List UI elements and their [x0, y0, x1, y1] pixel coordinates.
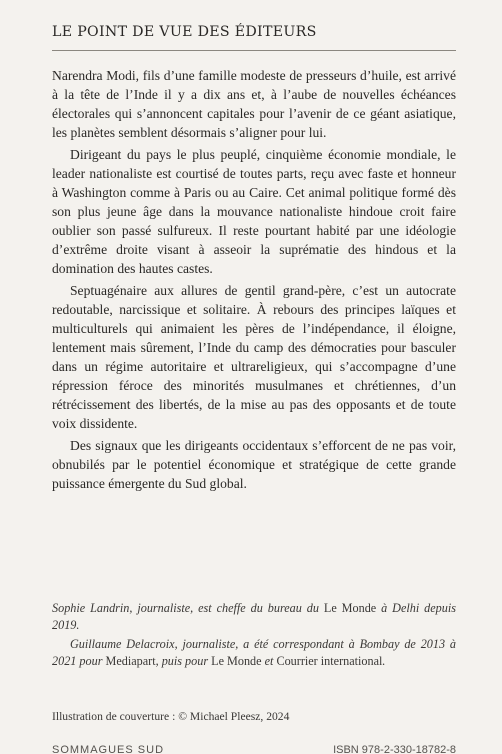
paragraph-3: Septuagénaire aux allures de gentil grand-père, c’est un autocrate redoutable, narcissique et solitaire. À rebours des principes laïques et multiculturels qui animaient les pères de l’indépendance, il éloigne, lentement mais sûrement, l’Inde du camp des démocraties pour basculer dans un régime autoritaire et ultrareligieux, qui s’accompagne d’une répression féroce des minorités musulmanes et chrétiennes, d’un rétrécissement des libertés, de la mise au pas des opposants et de toute voix dissidente. [52, 283, 456, 431]
paragraph-1: Narendra Modi, fils d’une famille modeste de presseurs d’huile, est arrivé à la tête de l’Inde il y a dix ans et, à l’aube de nouvelles échéances électorales qui s’annoncent capitales pour l’avenir de ce géant asiatique, les planètes semblent désormais s’aligner pour lui. [52, 68, 456, 140]
isbn: ISBN 978-2-330-18782-8 [333, 744, 456, 754]
credit-delacroix-text-4: . [382, 654, 386, 668]
credit-delacroix-outlet-3: Courrier international [276, 654, 383, 668]
credit-delacroix [52, 636, 456, 670]
credit-landrin-outlet: Le Monde [323, 601, 377, 615]
credit-delacroix-outlet-2: Le Monde [211, 654, 262, 668]
credit-delacroix-text-2: , puis pour [155, 654, 212, 668]
credit-landrin [52, 600, 456, 634]
heading-divider [52, 50, 456, 51]
paragraph-4: Des signaux que les dirigeants occidentaux s’efforcent de ne pas voir, obnubilés par le potentiel économique et stratégique de cette grande puissance émergente du Sud global. [52, 438, 456, 491]
credit-delacroix-text-3: et [261, 654, 277, 668]
illustration-credit: Illustration de couverture : © Michael Pleesz, 2024 [52, 710, 290, 723]
credit-delacroix-outlet-1: Mediapart [105, 654, 156, 668]
credit-delacroix-text-1: Guillaume Delacroix, journaliste, a été correspondant à Bombay de 2013 à 2021 pour [52, 637, 456, 668]
paragraph-2: Dirigeant du pays le plus peuplé, cinquième économie mondiale, le leader nationaliste est courtisé de toutes parts, reçu avec faste et honneur à Washington comme à Paris ou au Caire. Cet animal politique formé dès son plus jeune âge dans la mouvance nationaliste hindoue croit faire oublier son passé sulfureux. Il reste pourtant habité par une idéologie d’extrême droite visant à asseoir la suprématie des hindous et la domination des hautes castes. [52, 147, 456, 276]
author-credits [52, 600, 456, 672]
credit-landrin-text-2: à Delhi depuis 2019. [52, 601, 456, 632]
blurb-text [52, 66, 456, 496]
publisher-name: SOMMAGUES SUD [52, 744, 165, 754]
credit-landrin-text-1: Sophie Landrin, journaliste, est cheffe du bureau du [52, 601, 324, 615]
page-heading: LE POINT DE VUE DES ÉDITEURS [52, 24, 317, 40]
